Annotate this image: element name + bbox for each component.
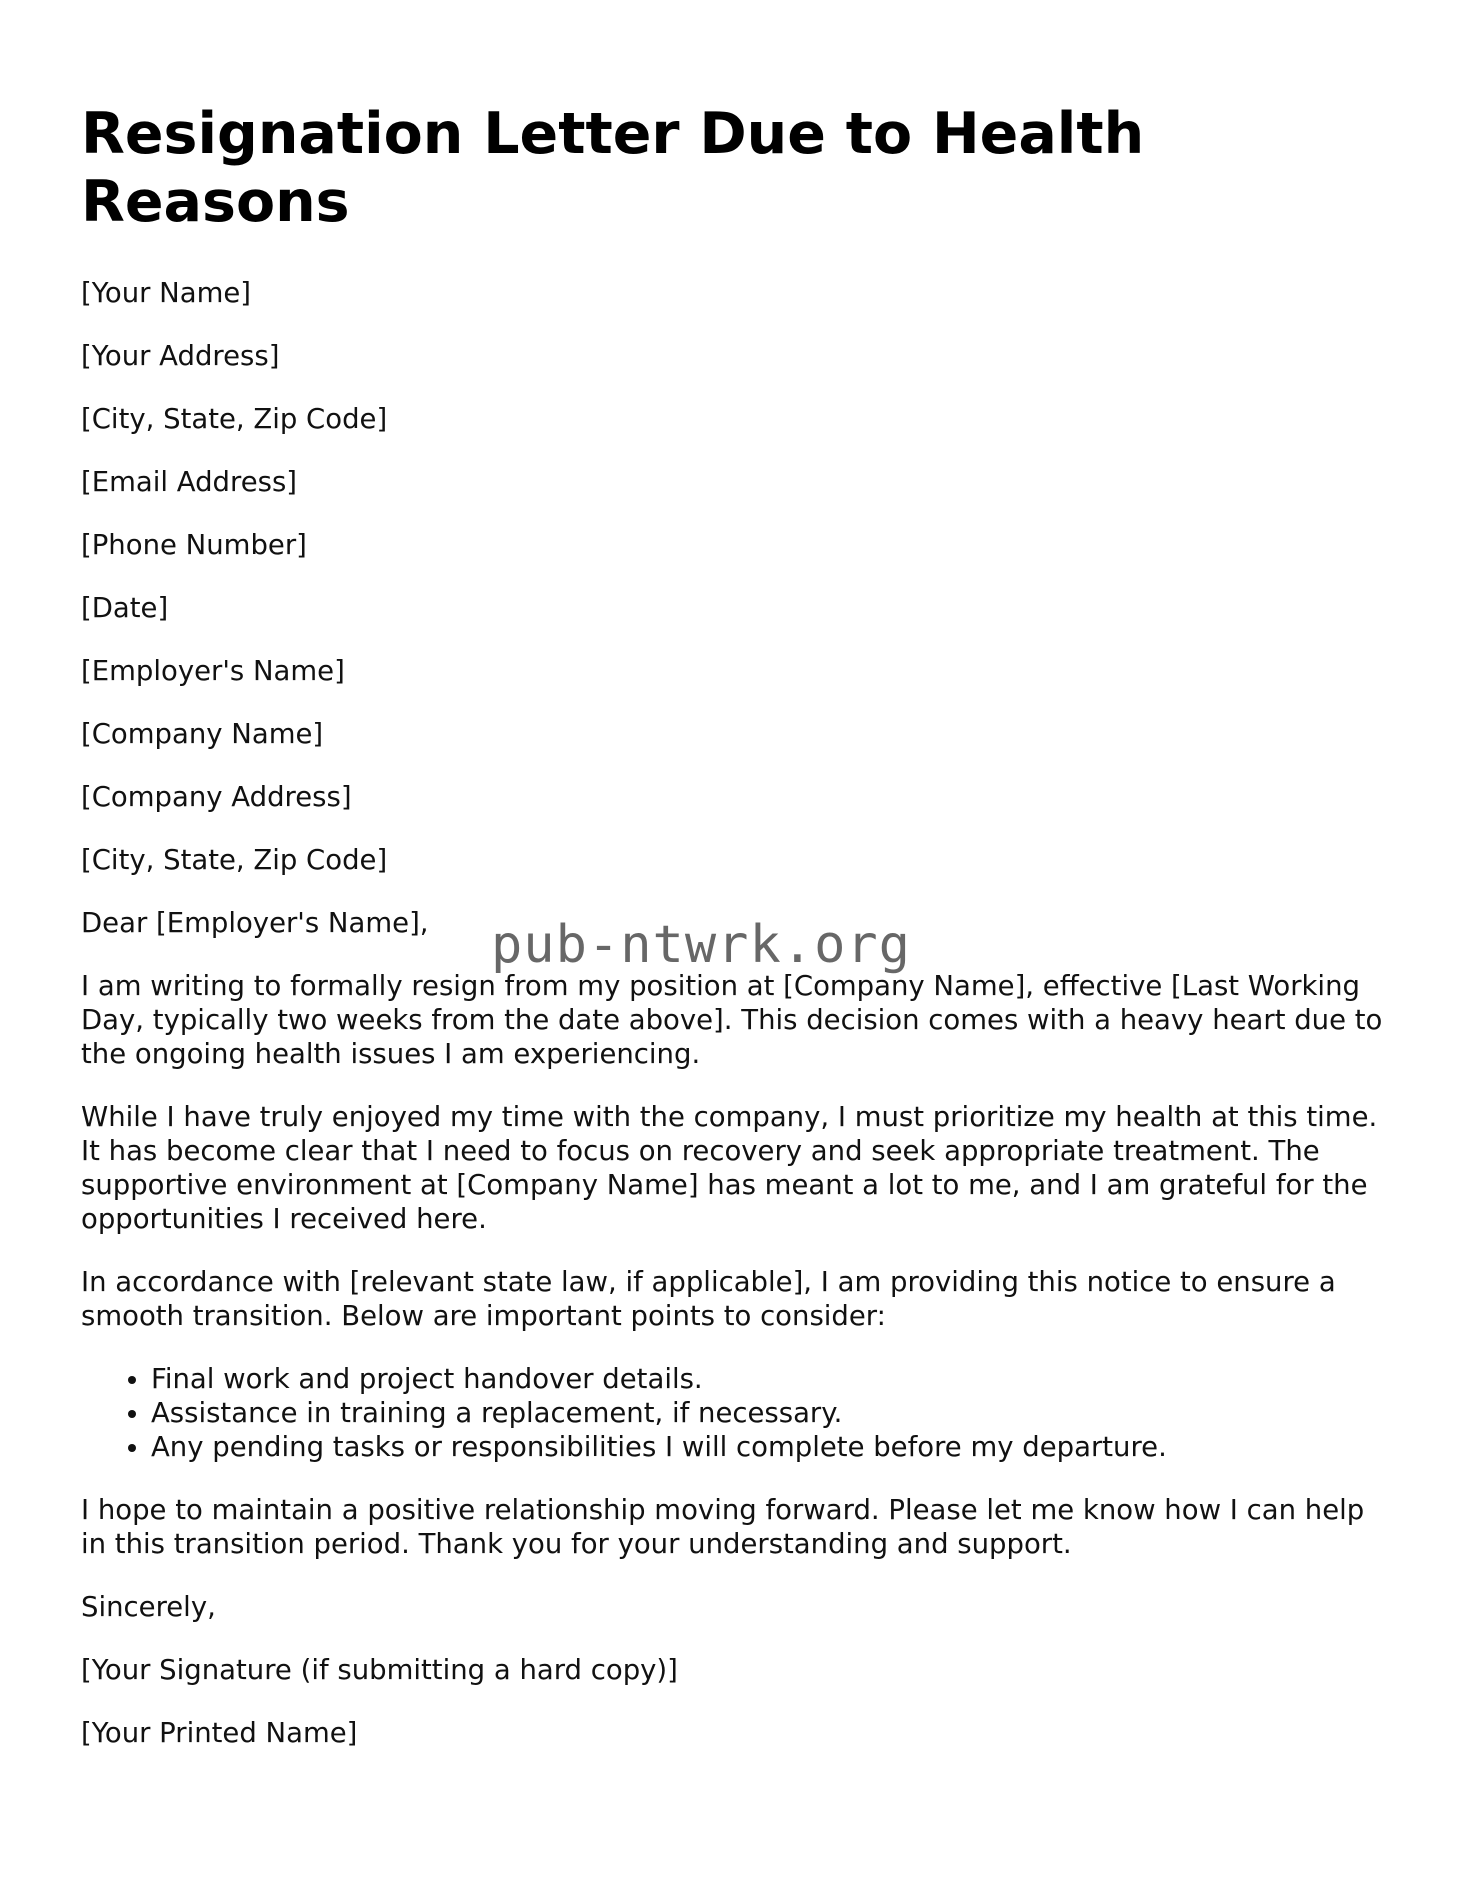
printed-name: [Your Printed Name] <box>81 1717 358 1749</box>
body-paragraph-3: In accordance with [relevant state law, if applicable], I am providing this notice to ensure a smooth transition. Below are important points to consider: <box>81 1266 1336 1332</box>
body-paragraph-2: While I have truly enjoyed my time with the company, I must prioritize my health at this time. It has become clear that I need to focus on recovery and seek appropriate treatment. The supportive environment at [Company Name] has meant a lot to me, and I am grateful for the opportunities I received here. <box>81 1101 1378 1235</box>
sender-address: [Your Address] <box>81 340 280 372</box>
sender-email: [Email Address] <box>81 466 298 498</box>
letter-date: [Date] <box>81 592 169 624</box>
recipient-company-address: [Company Address] <box>81 781 352 813</box>
salutation: Dear [Employer's Name], <box>81 907 429 939</box>
sender-name: [Your Name] <box>81 277 252 309</box>
watermark: pub-ntwrk.org <box>491 915 911 975</box>
document-title: Resignation Letter Due to Health Reasons <box>81 101 1145 235</box>
recipient-employer-name: [Employer's Name] <box>81 655 345 687</box>
sender-city-state-zip: [City, State, Zip Code] <box>81 403 388 435</box>
closing-paragraph: I hope to maintain a positive relationship moving forward. Please let me know how I can help in this transition period. Thank you for your understanding and support. <box>81 1494 1365 1560</box>
considerations-list <box>81 1362 1391 1464</box>
list-item: • Any pending tasks or responsibilities I will complete before my departure. <box>151 1430 1391 1464</box>
signature-placeholder: [Your Signature (if submitting a hard copy)] <box>81 1654 678 1686</box>
recipient-company-name: [Company Name] <box>81 718 324 750</box>
list-item: • Final work and project handover details. <box>151 1362 1391 1396</box>
sender-phone: [Phone Number] <box>81 529 307 561</box>
recipient-city-state-zip: [City, State, Zip Code] <box>81 844 388 876</box>
body-paragraph-1: I am writing to formally resign from my position at [Company Name], effective [Last Working Day, typically two weeks from the date above]. This decision comes with a heavy heart due to the ongoing health issues I am experiencing. <box>81 970 1383 1070</box>
sign-off: Sincerely, <box>81 1591 216 1623</box>
list-item: • Assistance in training a replacement, if necessary. <box>151 1396 1391 1430</box>
letter-page <box>81 100 1391 1779</box>
